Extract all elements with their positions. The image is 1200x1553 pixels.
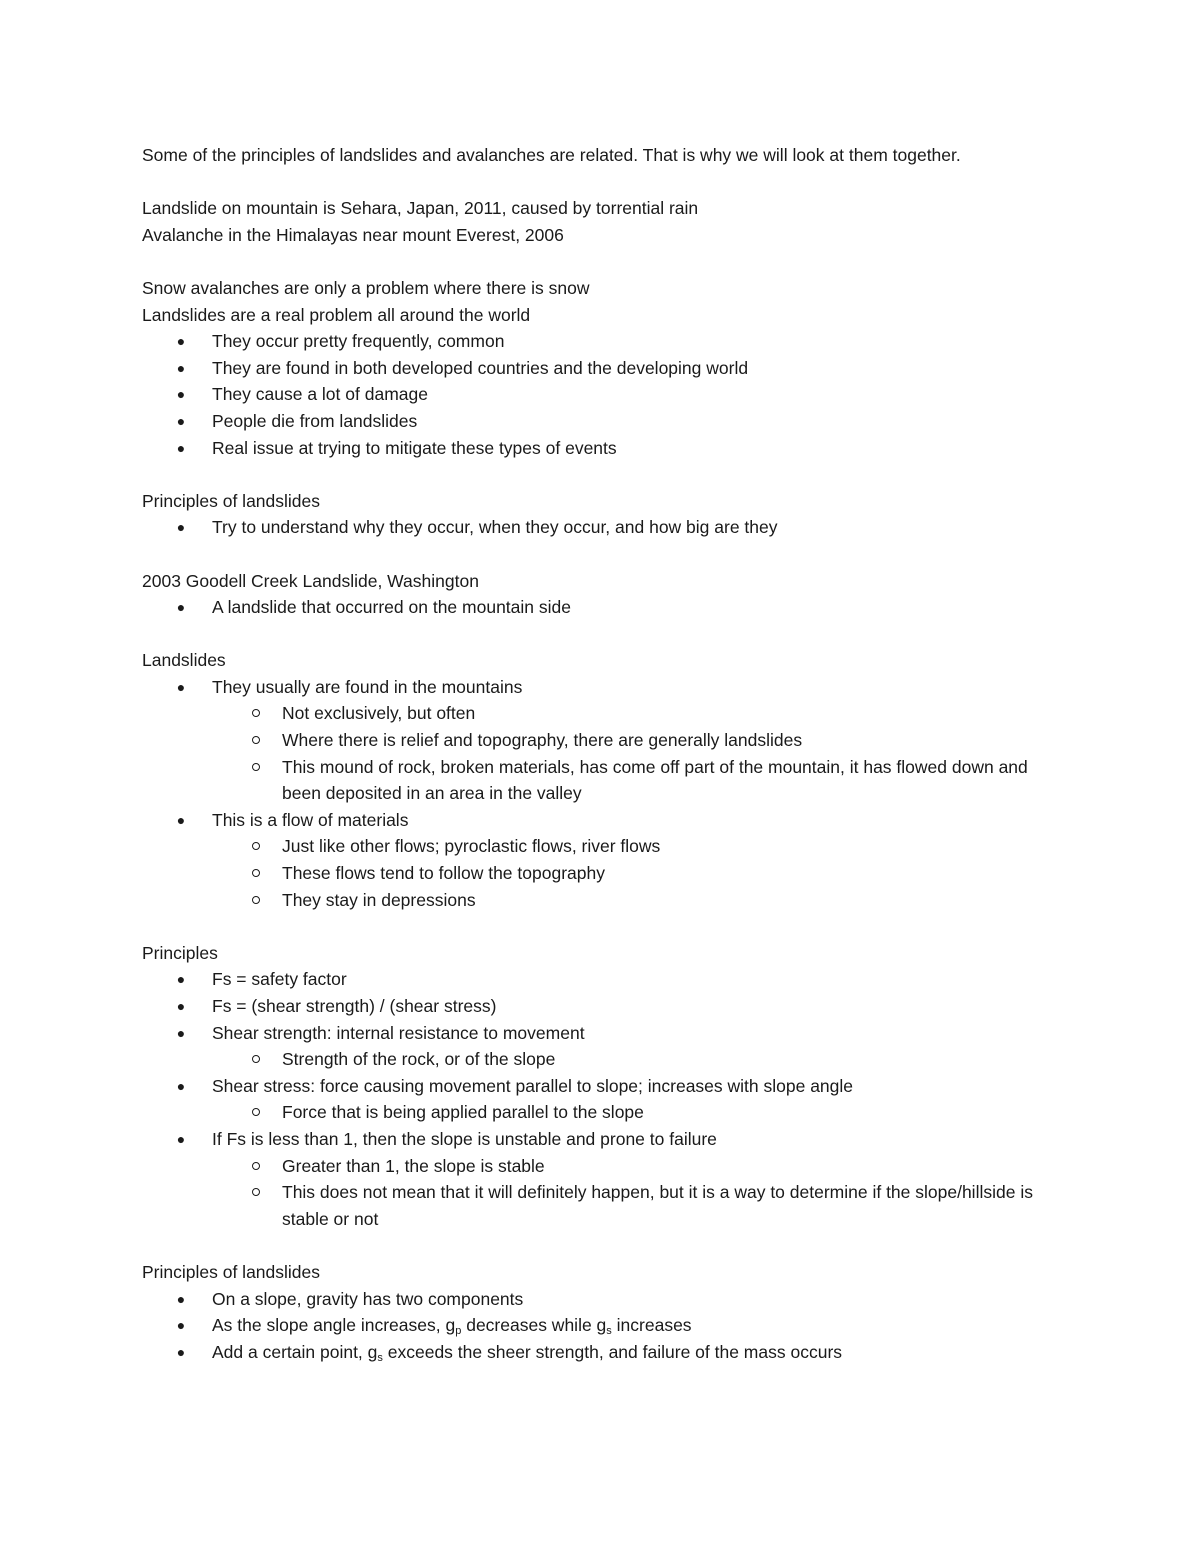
list-item: ● They usually are found in the mountains Not exclusively, but often Where there is relief and topography, there are generally landslides This mound of rock, broken materials, has come off part of the mountain, it has flowed down and been deposited in an area in the valley [142,674,1052,807]
sub-list-item: Just like other flows; pyroclastic flows, river flows [212,833,1052,860]
sub-list-item: These flows tend to follow the topography [212,860,1052,887]
bullet-icon: ● [176,811,186,828]
list-item: ● Shear strength: internal resistance to movement Strength of the rock, or of the slope [142,1020,1052,1073]
landslide-photo-caption: Landslide on mountain is Sehara, Japan, 2011, caused by torrential rain [142,198,699,219]
sub-list-item: This does not mean that it will definitely happen, but it is a way to determine if the slope/hillside is stable or not [212,1179,1052,1232]
sub-list-item: This mound of rock, broken materials, has come off part of the mountain, it has flowed down and been deposited in an area in the valley [212,754,1052,807]
bullet-icon: ● [176,1024,186,1041]
list-item: ● This is a flow of materials Just like other flows; pyroclastic flows, river flows These flows tend to follow the topography They stay in depressions [142,807,1052,913]
bullet-icon: ● [176,412,186,429]
list-item: ● Fs = (shear strength) / (shear stress) [142,993,1052,1020]
list-item: ● Shear stress: force causing movement parallel to slope; increases with slope angle Force that is being applied parallel to the slope [142,1073,1052,1126]
bullet-icon: ● [176,998,186,1014]
subscript: p [455,1325,462,1338]
list-item: ● Try to understand why they occur, when they occur, and how big are they [142,514,1052,541]
landslides-problem-line: Landslides are a real problem all around the world [142,304,531,325]
paragraph-gap [142,541,1052,568]
sub-list [212,1099,1052,1126]
bullet-icon: ● [176,1290,186,1307]
bullet-icon: ● [176,599,186,616]
sub-list-item: They stay in depressions [212,887,1052,914]
goodell-list [142,594,1052,621]
list-item: ● Add a certain point, $g_s$ exceeds the sheer strength, and failure of the mass occurs [142,1339,1052,1366]
paragraph-gap [142,248,1052,275]
bullet-icon: ● [176,678,186,695]
bullet-icon: ● [176,1343,186,1360]
hollow-bullet-icon [252,869,260,877]
list-item: ● If Fs is less than 1, then the slope is unstable and prone to failure Greater than 1, the slope is stable This does not mean that it will definitely happen, but it is a way to determine if the slope/hillside is stable or not [142,1126,1052,1232]
paragraph-gap [142,621,1052,648]
bullet-icon: ● [176,359,186,376]
bullet-icon: ● [176,439,186,456]
sub-list-item: Not exclusively, but often [212,700,1052,727]
section-heading: Principles of landslides [142,1261,321,1282]
bullet-icon: ● [176,519,186,536]
sub-list-item: Greater than 1, the slope is stable [212,1153,1052,1180]
sub-list-item: Where there is relief and topography, there are generally landslides [212,727,1052,754]
section-heading: Landslides [142,650,226,671]
document-body [142,142,1052,1365]
hollow-bullet-icon [252,842,260,850]
list-item: ● As the slope angle increases, $g_p$ decreases while $g_s$ increases [142,1312,1052,1339]
safety-factor-list [142,966,1052,1232]
sub-list [212,700,1052,806]
paragraph-gap [142,169,1052,196]
list-item: ● They are found in both developed countries and the developing world [142,355,1052,382]
intro-paragraph: Some of the principles of landslides and avalanches are related. That is why we will look at them together. [142,145,961,165]
section-heading: Principles [142,942,218,963]
landslide-problem-list [142,328,1052,461]
sub-list-item: Strength of the rock, or of the slope [212,1046,1052,1073]
hollow-bullet-icon [252,736,260,744]
list-item: ● On a slope, gravity has two components [142,1286,1052,1313]
sub-list [212,1153,1052,1233]
snow-avalanche-line: Snow avalanches are only a problem where there is snow [142,277,590,298]
gravity-list [142,1286,1052,1366]
list-item: ● They cause a lot of damage [142,381,1052,408]
hollow-bullet-icon [252,896,260,904]
bullet-icon: ● [176,1077,186,1094]
hollow-bullet-icon [252,1108,260,1116]
paragraph-gap [142,461,1052,488]
avalanche-photo-caption: Avalanche in the Himalayas near mount Everest, 2006 [142,224,564,245]
list-item: ● Fs = safety factor [142,966,1052,993]
list-item: ● A landslide that occurred on the mountain side [142,594,1052,621]
sub-list [212,1046,1052,1073]
subscript: s [377,1351,383,1364]
principles-list [142,514,1052,541]
bullet-icon: ● [176,971,186,988]
paragraph-gap [142,913,1052,940]
bullet-icon: ● [176,1317,186,1334]
list-item: ● They occur pretty frequently, common [142,328,1052,355]
section-heading: Principles of landslides [142,490,321,511]
list-item: ● People die from landslides [142,408,1052,435]
hollow-bullet-icon [252,1188,260,1196]
sub-list-item: Force that is being applied parallel to the slope [212,1099,1052,1126]
sub-list [212,833,1052,913]
section-heading: 2003 Goodell Creek Landslide, Washington [142,570,479,591]
subscript: s [606,1325,612,1338]
landslides-list [142,674,1052,913]
list-item: ● Real issue at trying to mitigate these types of events [142,435,1052,462]
hollow-bullet-icon [252,1162,260,1170]
hollow-bullet-icon [252,1055,260,1063]
bullet-icon: ● [176,333,186,350]
bullet-icon: ● [176,386,186,403]
hollow-bullet-icon [252,763,260,771]
hollow-bullet-icon [252,709,260,717]
paragraph-gap [142,1232,1052,1259]
bullet-icon: ● [176,1130,186,1147]
